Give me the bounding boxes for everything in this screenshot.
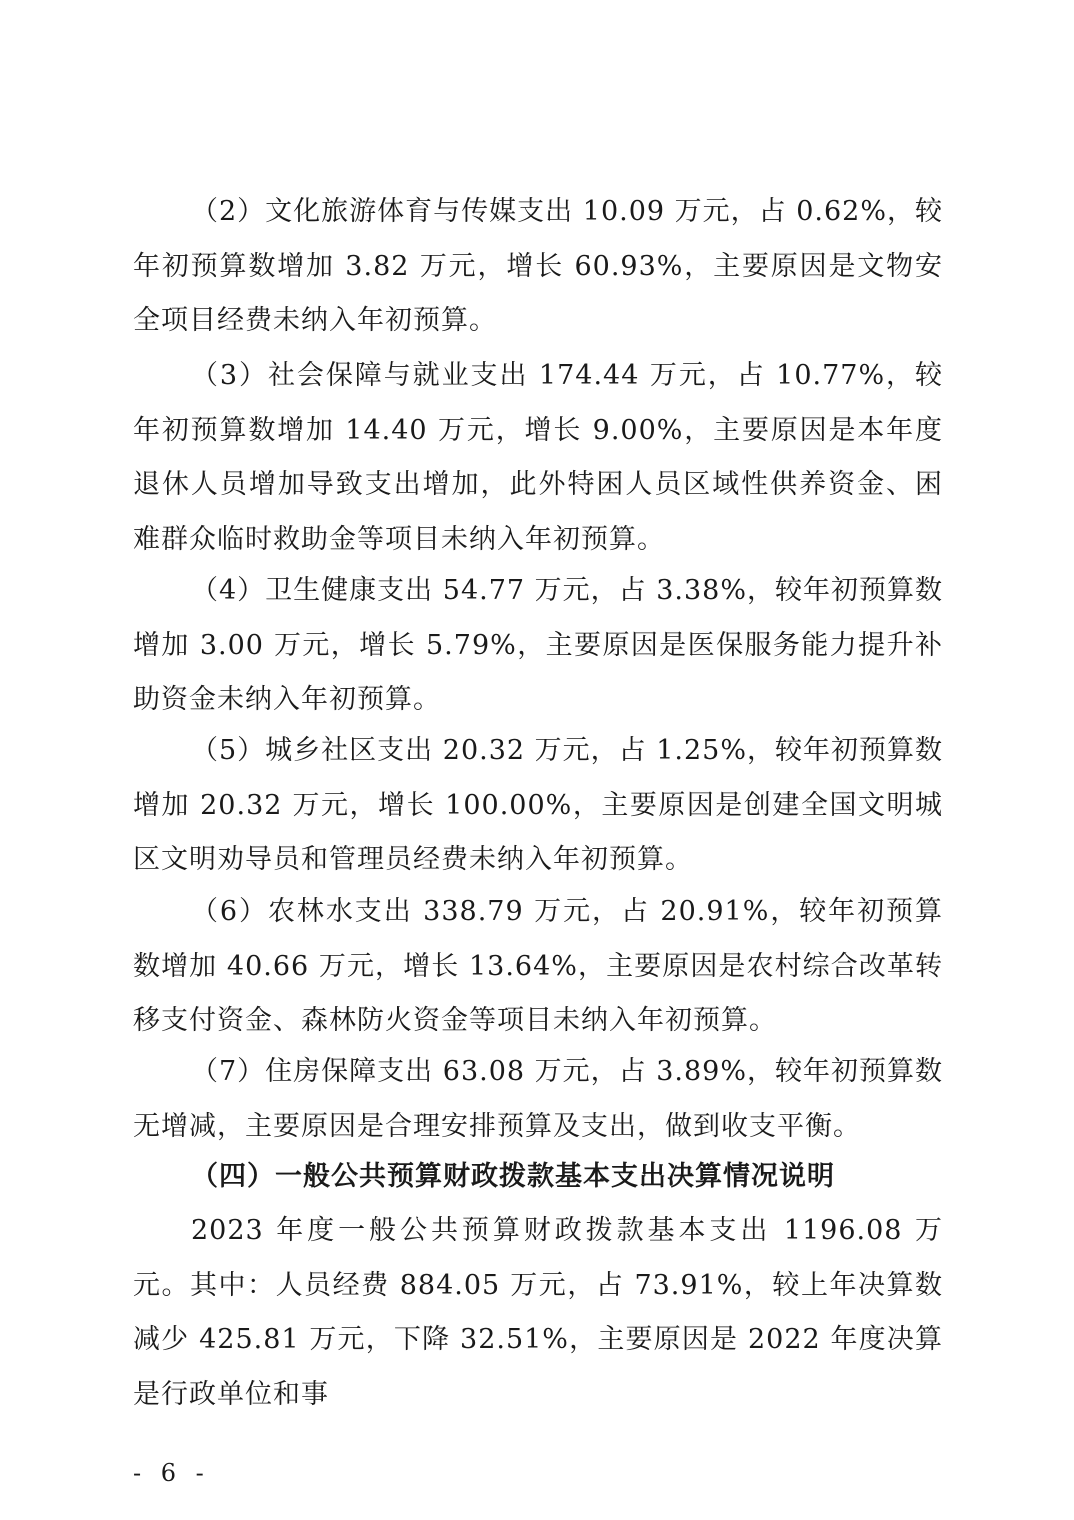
page-number: - 6 -	[133, 1459, 210, 1487]
section-heading-basic-expenditure: （四）一般公共预算财政拨款基本支出决算情况说明	[191, 1161, 835, 1192]
paragraph-social-security-expenditure: （3）社会保障与就业支出 174.44 万元，占 10.77%，较年初预算数增加 14.40 万元，增长 9.00%，主要原因是本年度退休人员增加导致支出增加，此外特困人员区域性供养资金、困难群众临时救助金等项目未纳入年初预算。	[133, 360, 943, 555]
paragraph-basic-expenditure: 2023 年度一般公共预算财政拨款基本支出 1196.08 万元。其中：人员经费 884.05 万元，占 73.91%，较上年决算数减少 425.81 万元，下降 32.51%，主要原因是 2022 年度决算是行政单位和事	[133, 1215, 943, 1410]
paragraph-health-expenditure: （4）卫生健康支出 54.77 万元，占 3.38%，较年初预算数增加 3.00 万元，增长 5.79%，主要原因是医保服务能力提升补助资金未纳入年初预算。	[133, 575, 943, 715]
paragraph-agriculture-forestry-water-expenditure: （6）农林水支出 338.79 万元，占 20.91%，较年初预算数增加 40.66 万元，增长 13.64%，主要原因是农村综合改革转移支付资金、森林防火资金等项目未纳入年初预算。	[133, 896, 943, 1036]
paragraph-culture-tourism-expenditure: （2）文化旅游体育与传媒支出 10.09 万元，占 0.62%，较年初预算数增加 3.82 万元，增长 60.93%，主要原因是文物安全项目经费未纳入年初预算。	[133, 196, 943, 336]
paragraph-urban-rural-community-expenditure: （5）城乡社区支出 20.32 万元，占 1.25%，较年初预算数增加 20.32 万元，增长 100.00%，主要原因是创建全国文明城区文明劝导员和管理员经费未纳入年初预算。	[133, 735, 943, 875]
paragraph-housing-security-expenditure: （7）住房保障支出 63.08 万元，占 3.89%，较年初预算数无增减，主要原因是合理安排预算及支出，做到收支平衡。	[133, 1056, 943, 1142]
